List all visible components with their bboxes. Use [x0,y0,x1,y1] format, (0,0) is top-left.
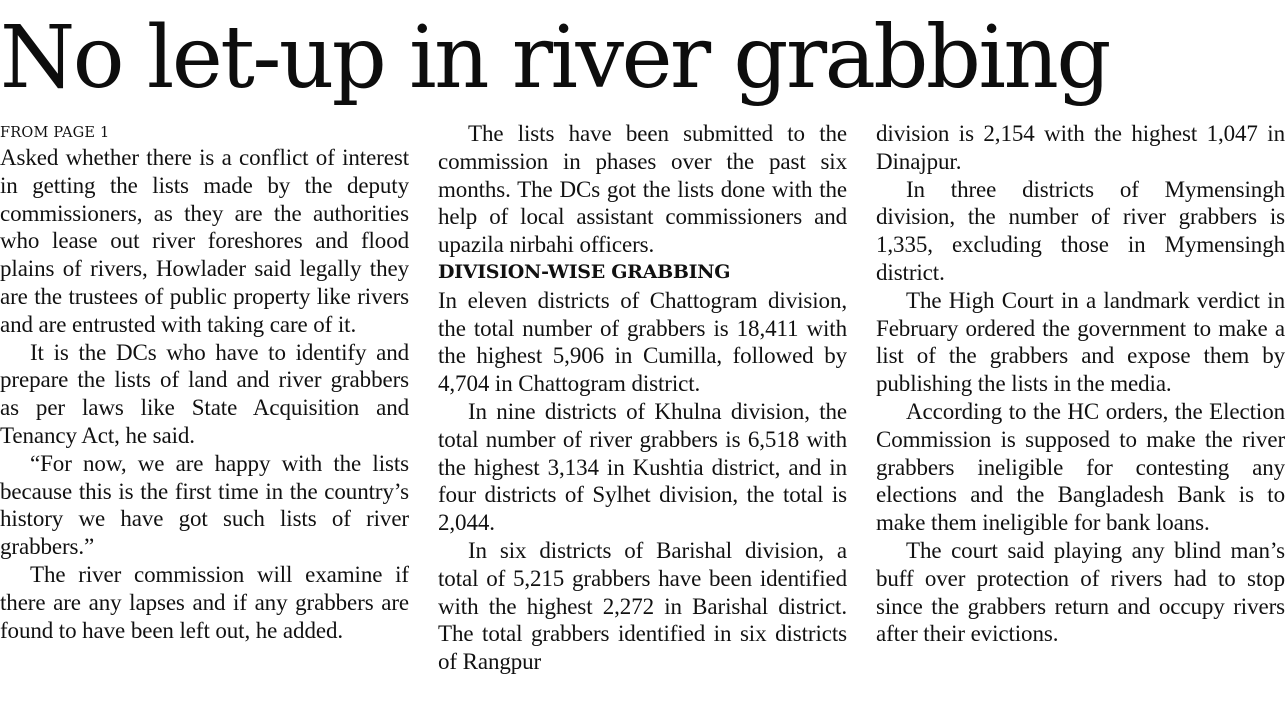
paragraph: In six districts of Barishal division, a total of 5,215 grabbers have been identified with the highest 2,272 in Barishal district. The total grabbers identified in six districts of Rangpur [438,537,847,675]
paragraph: In eleven districts of Chattogram division, the total number of grabbers is 18,411 with the highest 5,906 in Cumilla, followed by 4,704 in Chattogram district. [438,287,847,397]
paragraph: Asked whether there is a conflict of interest in getting the lists made by the deputy commissioners, as they are the authorities who lease out river foreshores and flood plains of rivers, Howlader said legally they are the trustees of public property like rivers and are entrusted with taking care of it. [0,145,409,337]
article-column-1 [0,120,409,711]
paragraph: In nine districts of Khulna division, the total number of river grabbers is 6,518 with the highest 3,134 in Kushtia district, and in four districts of Sylhet division, the total is 2,044. [438,398,847,536]
paragraph: According to the HC orders, the Election Commission is supposed to make the river grabbers ineligible for contesting any elections and the Bangladesh Bank is to make them ineligible for bank loans. [876,398,1285,536]
paragraph: The High Court in a landmark verdict in February ordered the government to make a list of the grabbers and expose them by publishing the lists in the media. [876,287,1285,397]
continuation-kicker: FROM PAGE 1 [0,125,110,141]
paragraph: division is 2,154 with the highest 1,047 in Dinajpur. [876,121,1285,174]
paragraph: The river commission will examine if there are any lapses and if any grabbers are found to have been left out, he added. [0,561,409,643]
paragraph: The court said playing any blind man’s buff over protection of rivers had to stop since the grabbers return and occupy rivers after their evictions. [876,537,1285,647]
headline: No let-up in river grabbing [0,8,1109,108]
article-column-2 [438,120,847,711]
paragraph: It is the DCs who have to identify and prepare the lists of land and river grabbers as per laws like State Acquisition and Tenancy Act, he said. [0,339,409,448]
section-subhead: DIVISION-WISE GRABBING [438,260,731,283]
paragraph: The lists have been submitted to the commission in phases over the past six months. The DCs got the lists done with the help of local assistant commissioners and upazila nirbahi officers. [438,121,847,258]
paragraph: “For now, we are happy with the lists because this is the first time in the country’s history we have got such lists of river grabbers.” [0,450,409,560]
article-column-3 [876,120,1285,711]
paragraph: In three districts of Mymensingh division, the number of river grabbers is 1,335, excluding those in Mymensingh district. [876,176,1285,285]
